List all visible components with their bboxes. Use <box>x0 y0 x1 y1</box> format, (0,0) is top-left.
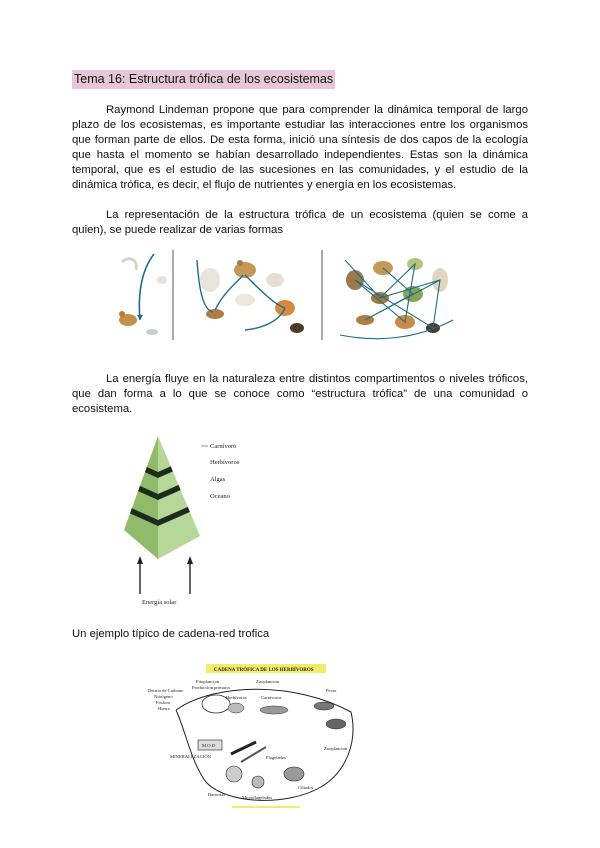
paragraph-text: La representación de la estructura trófica de un ecosistema (quien se come a quien), se puede realizar de varias formas <box>72 209 528 236</box>
label-zooplancton-2: Zooplancton <box>324 746 348 751</box>
label-carnivoros: Carnívoros <box>261 695 282 700</box>
diagram-header: CADENA TRÓFICA DE LOS HERBÍVOROS <box>214 668 314 673</box>
label-flagelados: Flagelados <box>266 755 286 760</box>
pyramid-level-oceano: Oceano <box>210 493 230 500</box>
paragraph-example: Un ejemplo típico de cadena-red trofica <box>72 628 270 640</box>
paragraph-lindeman <box>72 103 528 193</box>
label-microflagelados: Microflagelados <box>242 795 273 800</box>
paragraph-text: La energía fluye en la naturaleza entre distintos compartimentos o niveles tróficos, que dan forma a lo que se conoce como “estructura trófica” de una comunidad o ecosistema. <box>72 373 528 415</box>
label-mod: M.O.D <box>202 743 216 748</box>
food-web-panel-web <box>335 250 460 340</box>
page-title: Tema 16: Estructura trófica de los ecosistemas <box>72 70 335 89</box>
pyramid-right-face <box>158 436 200 559</box>
label-zooplancton: Zooplancton <box>256 679 280 684</box>
label-mineralizacion: MINERALI ZACIÓN <box>170 754 211 759</box>
label-nitrogeno: Nitrógeno <box>154 694 173 699</box>
label-hierro: Hierro <box>158 706 170 711</box>
label-fitoplancton: Fitoplancton <box>196 679 220 684</box>
pyramid-level-algas: Algas <box>210 476 226 483</box>
paragraph-text: Raymond Lindeman propone que para comprender la dinámica temporal de largo plazo de los ecosistemas, es importante estudiar las interacciones entre los organismos que forman parte de ellos. De esta forma, inició una síntesis de dos capos de la ecología que hasta el momento se habían desarrollado independientes. Estas son la dinámica temporal, que es el estudio de las sucesiones en las comunidades, y el estudio de la dinámica trófica, es decir, el flujo de nutrientes y energía en los ecosistemas. <box>72 104 528 191</box>
pyramid-level-herbivoros: Herbívoros <box>210 459 240 466</box>
label-peces: Peces <box>326 688 337 693</box>
food-web-illustrations <box>110 250 460 342</box>
paragraph-energy <box>72 372 528 417</box>
label-bacterias: Bacterias <box>208 792 226 797</box>
energy-solar-label: Energía solar <box>142 599 177 606</box>
label-ciliados: Ciliados <box>298 785 314 790</box>
pyramid-level-carnivoro: Carnívoro <box>210 443 237 450</box>
label-produccion: Producción primaria <box>192 685 230 690</box>
label-herbivoros: Herbívoros <box>226 695 247 700</box>
food-chain-diagram <box>146 662 366 810</box>
food-web-panel-chain <box>185 250 323 340</box>
label-fosforo: Fósforo <box>156 700 171 705</box>
label-detrito: Detrito de Carbono <box>148 688 184 693</box>
paragraph-representation <box>72 208 528 238</box>
food-web-panel-simple <box>110 250 174 340</box>
trophic-pyramid <box>118 432 318 607</box>
